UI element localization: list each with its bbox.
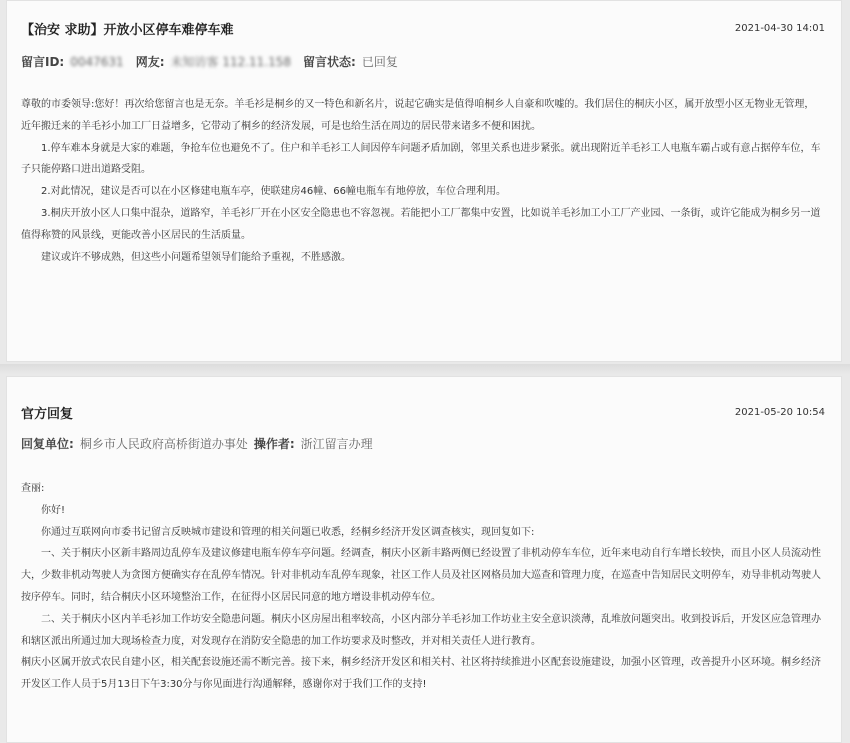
reply-paragraph: 查丽: [21, 483, 45, 494]
operator-value: 浙江留言办理 [300, 437, 373, 451]
message-paragraph: 尊敬的市委领导:您好！再次给您留言也是无奈。羊毛衫是桐乡的又一特色和新名片，说起它确实是值得咱桐乡人自豪和吹嘘的。我们居住的桐庆小区，属开放型小区无物业无管理，近年搬迁来的羊毛衫小加工厂日益增多，它带动了桐乡的经济发展，可是也给生活在周边的居民带来诸多不便和困扰。 [21, 99, 815, 132]
message-id-value: 0047631 [70, 54, 124, 69]
message-header [21, 19, 825, 38]
reply-card [6, 376, 842, 743]
message-card [6, 0, 842, 362]
message-meta [21, 53, 825, 70]
status-label: 留言状态: [303, 55, 356, 69]
reply-paragraph: 一、关于桐庆小区新丰路周边乱停车及建议修建电瓶车停车亭问题。经调查，桐庆小区新丰路两侧已经设置了非机动停车车位，近年来电动自行车增长较快，而且小区人员流动性大，少数非机动驾驶人为贪图方便确实存在乱停车情况。针对非机动车乱停车现象，社区工作人员及社区网格员加大巡查和管理力度，在巡查中告知居民文明停车，劝导非机动驾驶人按序停车。同时，结合桐庆小区环境整治工作，在征得小区居民同意的地方增设非机动停车位。 [21, 548, 821, 603]
reply-header [21, 403, 825, 422]
reply-unit-value: 桐乡市人民政府高桥街道办事处 [79, 437, 248, 451]
reply-paragraph: 你通过互联网向市委书记留言反映城市建设和管理的相关问题已收悉，经桐乡经济开发区调查核实，现回复如下: [41, 526, 535, 538]
operator-label: 操作者: [253, 437, 295, 451]
message-title: 【治安 求助】开放小区停车难停车难 [21, 23, 234, 38]
status-badge: 已回复 [361, 55, 398, 69]
message-id-label: 留言ID: [21, 55, 65, 69]
message-body [21, 94, 821, 268]
reply-body [21, 478, 821, 696]
message-paragraph: 2.对此情况，建议是否可以在小区修建电瓶车亭，使联建房46幢、66幢电瓶车有地停放，车位合理利用。 [41, 186, 506, 198]
user-label: 网友: [135, 55, 165, 69]
user-value: 未知访客 112.11.158 [170, 55, 292, 69]
reply-paragraph: 你好! [41, 504, 66, 516]
reply-meta [21, 435, 825, 452]
message-paragraph: 3.桐庆开放小区人口集中混杂，道路窄，羊毛衫厂开在小区安全隐患也不容忽视。若能把小工厂都集中安置，比如说羊毛衫加工小工厂产业园、一条街，或许它能成为桐乡另一道值得称赞的风景线，更能改善小区居民的生活质量。 [21, 207, 821, 241]
message-date: 2021-04-30 14:01 [734, 23, 825, 34]
reply-title: 官方回复 [21, 407, 74, 422]
message-paragraph: 建议或许不够成熟，但这些小问题希望领导们能给予重视，不胜感激。 [41, 251, 351, 263]
message-paragraph: 1.停车难本身就是大家的难题，争抢车位也避免不了。住户和羊毛衫工人间因停车问题矛盾加剧，邻里关系也进步紧张。就出现附近羊毛衫工人电瓶车霸占或有意占据停车位，车子只能停路口进出道路受阻。 [21, 142, 821, 176]
reply-date: 2021-05-20 10:54 [734, 407, 825, 418]
reply-paragraph: 桐庆小区属开放式农民自建小区，相关配套设施还需不断完善。接下来，桐乡经济开发区和相关村、社区将持续推进小区配套设施建设，加强小区管理，改善提升小区环境。桐乡经济开发区工作人员于5月13日下午3:30分与你见面进行沟通解释，感谢你对于我们工作的支持! [21, 657, 821, 691]
card-divider [0, 364, 850, 374]
reply-paragraph: 二、关于桐庆小区内羊毛衫加工作坊安全隐患问题。桐庆小区房屋出租率较高，小区内部分羊毛衫加工作坊业主安全意识淡薄，乱堆放问题突出。收到投诉后，开发区应急管理办和辖区派出所通过加大现场检查力度，对发现存在消防安全隐患的加工作坊要求及时整改，并对相关责任人进行教育。 [21, 613, 821, 647]
reply-unit-label: 回复单位: [21, 437, 74, 451]
